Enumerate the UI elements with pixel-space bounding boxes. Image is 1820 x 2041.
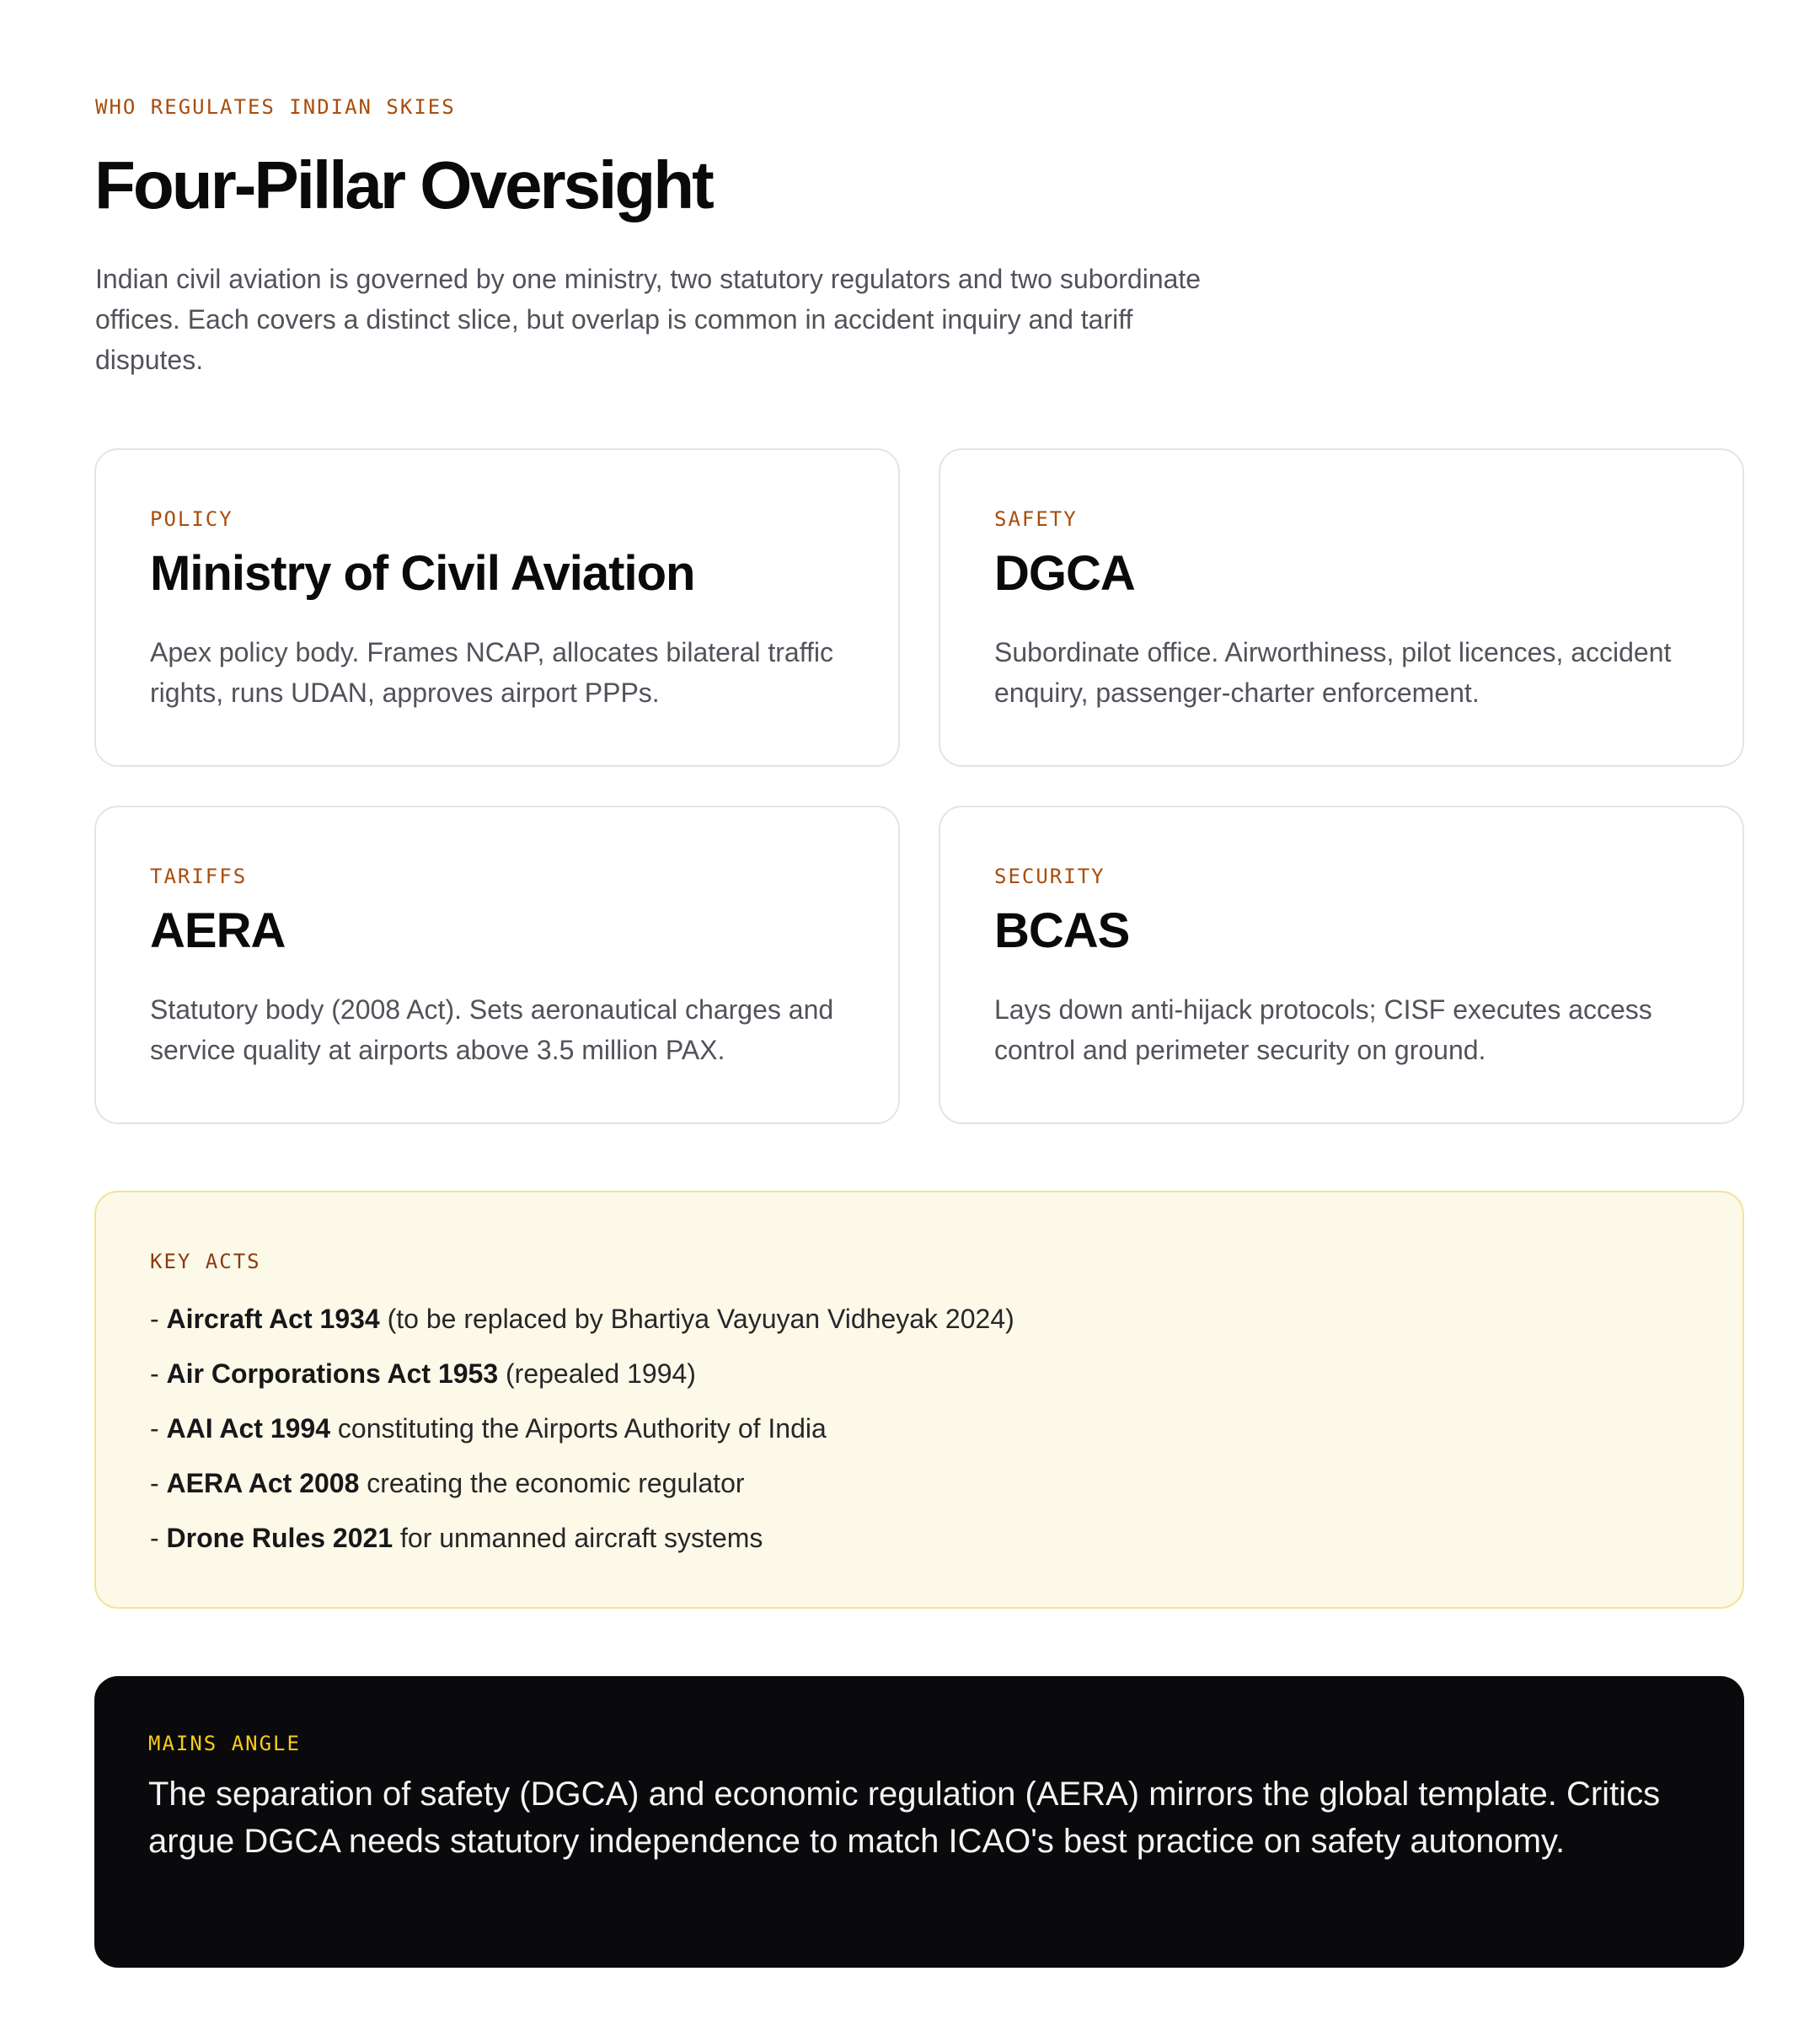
act-name: Air Corporations Act 1953 (166, 1358, 499, 1389)
key-act-item (150, 1401, 1014, 1456)
list-dash: - (150, 1413, 167, 1444)
key-act-item (150, 1511, 1014, 1566)
card-policy (94, 448, 900, 767)
key-acts-panel (94, 1191, 1744, 1609)
list-dash: - (150, 1523, 167, 1553)
card-description: Statutory body (2008 Act). Sets aeronautical charges and service quality at airports above 3.5 million PAX. (150, 994, 834, 1065)
act-note: constituting the Airports Authority of India (330, 1413, 827, 1444)
card-tag: POLICY (150, 507, 233, 531)
section-eyebrow: WHO REGULATES INDIAN SKIES (95, 95, 456, 119)
act-note: creating the economic regulator (359, 1468, 745, 1498)
mains-angle-tag: MAINS ANGLE (148, 1732, 301, 1755)
card-title: BCAS (994, 903, 1130, 958)
key-acts-tag: KEY ACTS (150, 1250, 261, 1273)
card-tag: SAFETY (994, 507, 1078, 531)
card-description: Apex policy body. Frames NCAP, allocates bilateral traffic rights, runs UDAN, approves airport PPPs. (150, 637, 834, 708)
list-dash: - (150, 1304, 167, 1334)
card-safety (939, 448, 1744, 767)
card-title: DGCA (994, 546, 1135, 601)
mains-angle-text: The separation of safety (DGCA) and economic regulation (AERA) mirrors the global template. Critics argue DGCA needs statutory independence to match ICAO's best practice on safety autonomy. (148, 1776, 1661, 1860)
card-title: AERA (150, 903, 286, 958)
act-name: AAI Act 1994 (166, 1413, 330, 1444)
act-note: (repealed 1994) (498, 1358, 696, 1389)
act-name: AERA Act 2008 (166, 1468, 360, 1498)
intro-paragraph: Indian civil aviation is governed by one ministry, two statutory regulators and two subordinate offices. Each covers a distinct slice, but overlap is common in accident inquiry and tariff disputes. (95, 264, 1202, 375)
card-title: Ministry of Civil Aviation (150, 546, 695, 601)
act-note: for unmanned aircraft systems (393, 1523, 763, 1553)
key-act-item (150, 1456, 1014, 1511)
card-tag: SECURITY (994, 865, 1105, 888)
list-dash: - (150, 1468, 167, 1498)
card-tariffs (94, 806, 900, 1124)
key-act-item (150, 1347, 1014, 1401)
mains-angle-panel (94, 1676, 1744, 1968)
act-name: Drone Rules 2021 (166, 1523, 393, 1553)
key-act-item (150, 1292, 1014, 1347)
card-description: Subordinate office. Airworthiness, pilot licences, accident enquiry, passenger-charter enforcement. (994, 637, 1672, 708)
key-acts-list (150, 1292, 1014, 1566)
list-dash: - (150, 1358, 167, 1389)
act-name: Aircraft Act 1934 (166, 1304, 380, 1334)
card-security (939, 806, 1744, 1124)
act-note: (to be replaced by Bhartiya Vayuyan Vidheyak 2024) (379, 1304, 1014, 1334)
card-tag: TARIFFS (150, 865, 248, 888)
card-description: Lays down anti-hijack protocols; CISF executes access control and perimeter security on ground. (994, 994, 1652, 1065)
page-title: Four-Pillar Oversight (94, 147, 712, 222)
